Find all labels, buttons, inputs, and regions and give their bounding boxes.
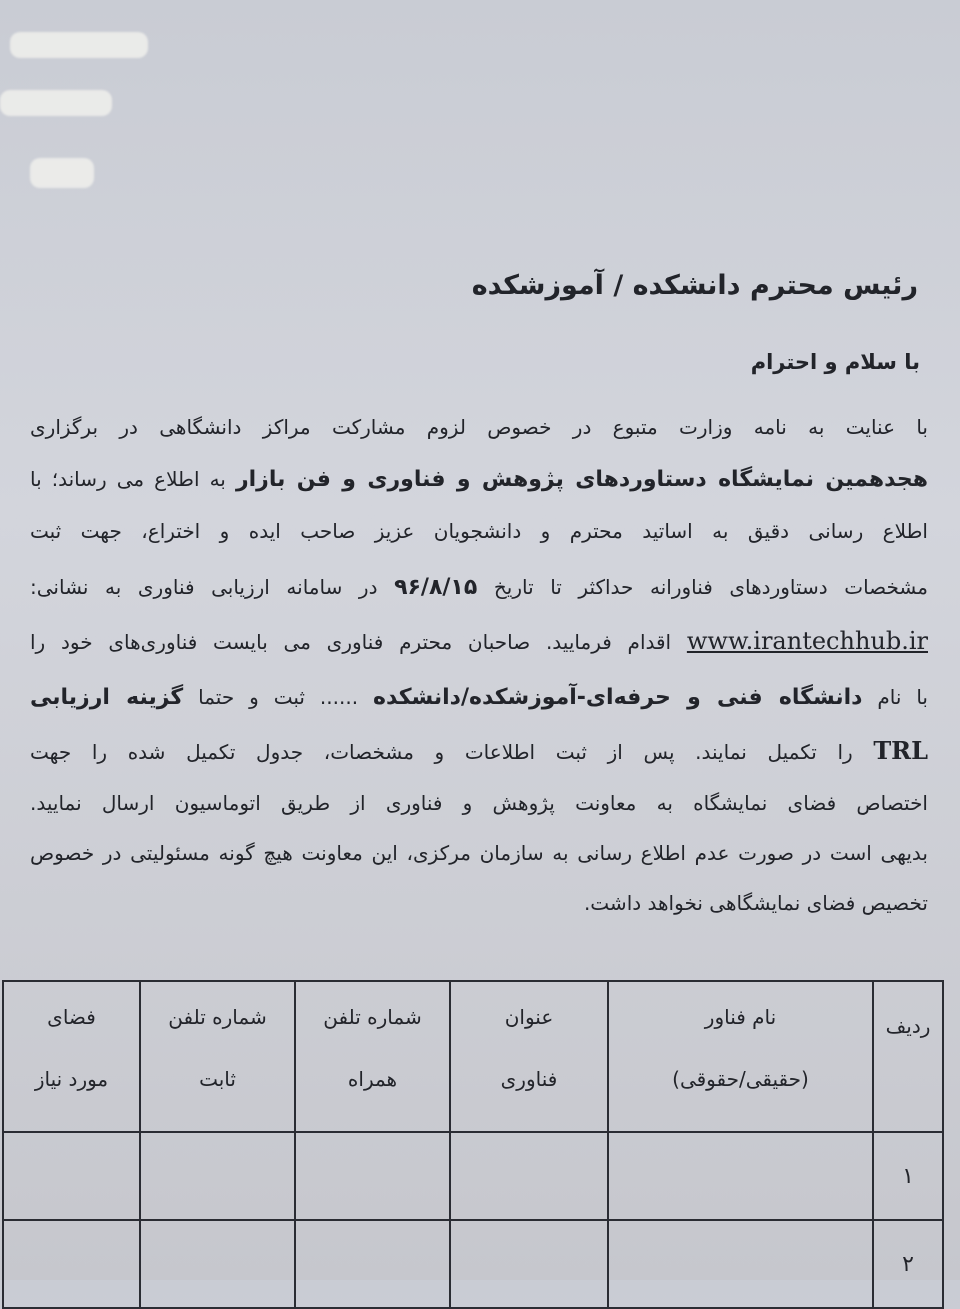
- body-line-9: بدیهی است در صورت عدم اطلاع رسانی به سازمان مرکزی، این معاونت هیچ گونه مسئولیتی در خصوص: [30, 841, 928, 865]
- website-link[interactable]: www.irantechhub.ir: [686, 627, 928, 655]
- table-header-row: [3, 981, 943, 1132]
- body-line-3: اطلاع رسانی دقیق به اساتید محترم و دانشجویان عزیز صاحب ایده و اختراع، جهت ثبت: [30, 519, 928, 543]
- technology-title-cell[interactable]: [450, 1132, 608, 1220]
- letter-title: رئیس محترم دانشکده / آموزشکده: [471, 270, 918, 301]
- body-line-1: با عنایت به نامه وزارت متبوع در خصوص لزوم مشارکت مراکز دانشگاهی در برگزاری: [30, 415, 928, 439]
- header-technologist-name: نام فناور (حقیقی/حقوقی): [608, 981, 873, 1132]
- landline-phone-cell[interactable]: [140, 1220, 295, 1308]
- technology-title-cell[interactable]: [450, 1220, 608, 1308]
- technologist-name-cell[interactable]: [608, 1220, 873, 1308]
- body-line-7: TRL را تکمیل نمایند. پس از ثبت اطلاعات و مشخصات، جدول تکمیل شده را جهت: [30, 736, 928, 765]
- trl-label: TRL: [873, 736, 928, 765]
- body-line-2: هجدهمین نمایشگاه دستاوردهای پژوهش و فناوری و فن بازار به اطلاع می رساند؛ با: [30, 467, 929, 492]
- header-technology-title: عنوان فناوری: [450, 981, 608, 1132]
- body-line-6: با نام دانشگاه فنی و حرفه‌ای-آموزشکده/دانشکده ...... ثبت و حتما گزینه ارزیابی: [30, 685, 928, 710]
- body-line-8: اختصاص فضای نمایشگاه به معاونت پژوهش و فناوری از طریق اتوماسیون ارسال نمایید.: [30, 791, 928, 815]
- required-space-cell[interactable]: [3, 1132, 140, 1220]
- technologist-name-cell[interactable]: [608, 1132, 873, 1220]
- header-required-space: فضای مورد نیاز: [3, 981, 140, 1132]
- landline-phone-cell[interactable]: [140, 1132, 295, 1220]
- row-number-cell: ۲: [873, 1220, 943, 1308]
- exhibition-name: هجدهمین نمایشگاه دستاوردهای پژوهش و فناوری و فن بازار: [235, 467, 929, 492]
- mobile-phone-cell[interactable]: [295, 1132, 450, 1220]
- header-landline-phone: شماره تلفن ثابت: [140, 981, 295, 1132]
- registration-table: [2, 980, 944, 1309]
- header-row-number: ردیف: [873, 981, 943, 1132]
- body-line-4: مشخصات دستاوردهای فناورانه حداکثر تا تاریخ ۹۶/۸/۱۵ در سامانه ارزیابی فناوری به نشانی:: [30, 575, 928, 600]
- table-row: [3, 1220, 943, 1308]
- university-name: دانشگاه فنی و حرفه‌ای-آموزشکده/دانشکده: [373, 685, 863, 710]
- table-row: [3, 1132, 943, 1220]
- header-mobile-phone: شماره تلفن همراه: [295, 981, 450, 1132]
- required-space-cell[interactable]: [3, 1220, 140, 1308]
- row-number-cell: ۱: [873, 1132, 943, 1220]
- body-line-10: تخصیص فضای نمایشگاهی نخواهد داشت.: [583, 891, 928, 915]
- body-line-5: www.irantechhub.ir اقدام فرمایید. صاحبان محترم فناوری می بایست فناوری‌های خود را: [30, 627, 928, 655]
- deadline-date: ۹۶/۸/۱۵: [394, 575, 478, 600]
- mobile-phone-cell[interactable]: [295, 1220, 450, 1308]
- evaluation-option: گزینه ارزیابی: [30, 685, 184, 710]
- letter-greeting: با سلام و احترام: [750, 350, 920, 374]
